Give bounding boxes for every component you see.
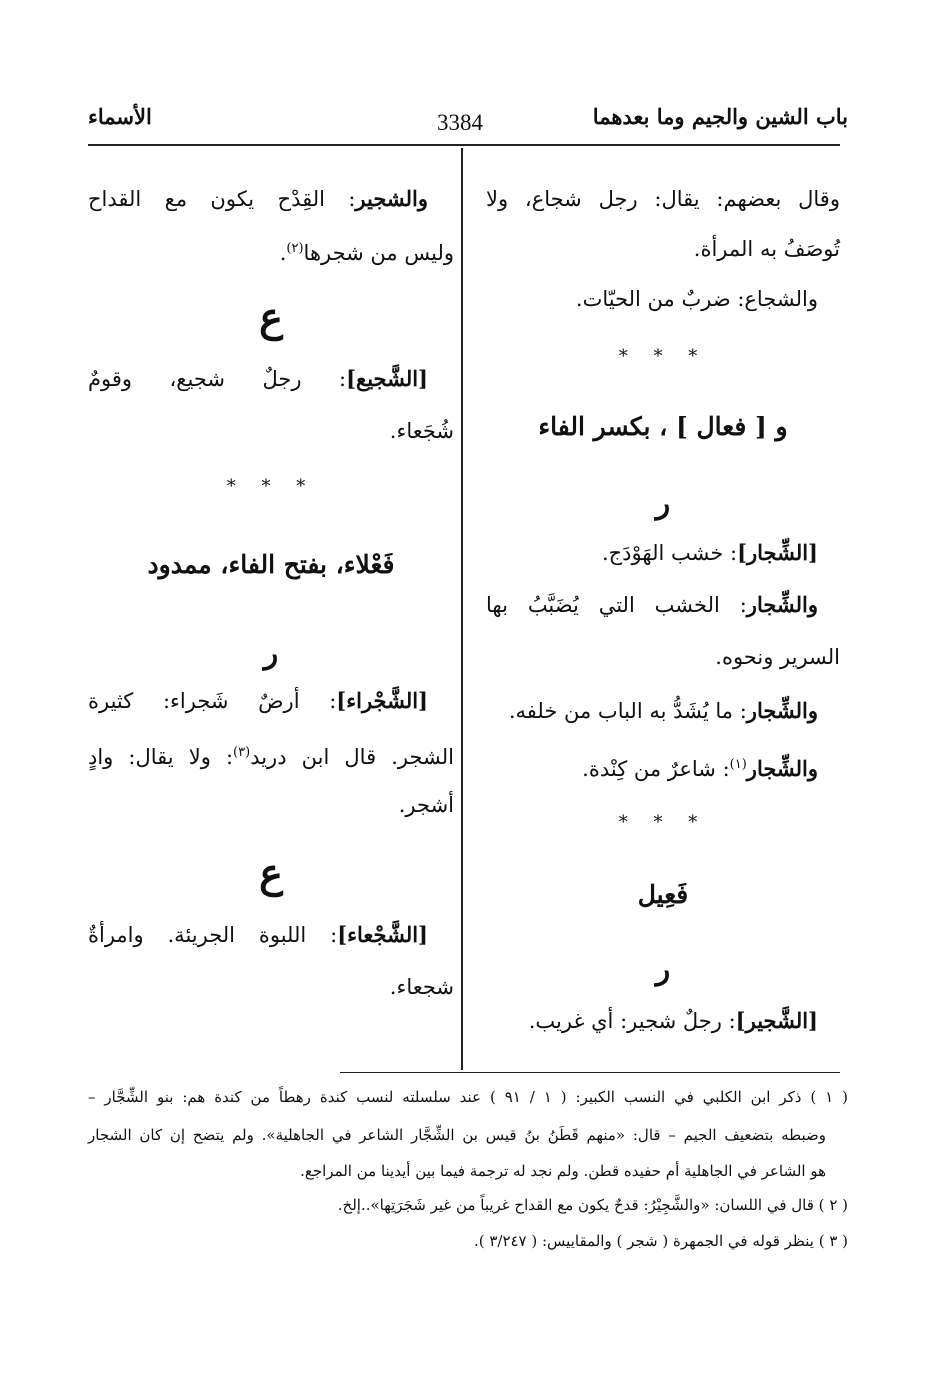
entry-line: شُجَعاء. <box>389 419 454 443</box>
section-divider: * * * <box>618 812 708 833</box>
paragraph-line: والشجاع: ضربٌ من الحيّات. <box>575 287 818 311</box>
entry-line: أشجر. <box>398 793 454 817</box>
entry-line: شجعاء. <box>389 975 454 999</box>
footnote-1-line: هو الشاعر في الجاهلية أم حفيده قطن. ولم نجد له ترجمة فيما بين أيدينا من المراجع. <box>300 1162 826 1180</box>
entry-definition: : ما يُشَدُّ به الباب من خلفه. <box>508 699 747 723</box>
section-heading: فَعِيل <box>637 880 689 909</box>
entry-term: [الشِّجار] <box>737 540 818 565</box>
entry-line: الشجر. قال ابن دريد$^{(٣)}$: ولا يقال: وادٍ <box>88 745 455 769</box>
entry-definition: : شاعرٌ من كِنْدة. <box>582 757 730 781</box>
entry-definition: : اللبوة الجريئة. وامرأةٌ <box>88 923 338 947</box>
entry-term: والشِّجار <box>746 698 818 723</box>
entry-term: والشِّجار <box>746 756 818 781</box>
entry-term: [الشَّجْراء] <box>336 688 428 713</box>
entry-term: [الشَّجيع] <box>346 366 428 391</box>
root-letter: ر <box>263 636 279 671</box>
entry-line <box>529 1006 818 1036</box>
footnote-rule <box>340 1072 840 1073</box>
root-letter: ر <box>655 486 671 521</box>
section-divider: * * * <box>226 476 316 497</box>
entry-line <box>582 750 818 784</box>
paragraph-line: وقال بعضهم: يقال: رجل شجاع، ولا <box>486 187 840 211</box>
entry-term: [الشَّجير] <box>735 1008 818 1033</box>
column-separator <box>461 148 463 1070</box>
footnote-ref: (٣) <box>233 745 251 760</box>
entry-term: [الشَّجْعاء] <box>337 922 428 947</box>
entry-term: والشجير <box>355 186 428 211</box>
section-heading: و [ فعال ] ، بكسر الفاء <box>538 412 788 441</box>
paragraph-line: تُوصَفُ به المرأة. <box>693 237 840 261</box>
footnote-ref: (٢) <box>286 241 304 256</box>
entry-term: والشِّجار <box>746 592 818 617</box>
entry-definition: : أرضٌ شَجراء: كثيرة <box>88 689 337 713</box>
entry-line <box>486 590 818 620</box>
footnote-1-line: ( ١ ) ذكر ابن الكلبي في النسب الكبير: ( ١ / ٩١ ) عند سلسلته لنسب كندة رهطاً من كندة هم: بنو الشِّجَّار – <box>88 1088 849 1106</box>
running-head-right: باب الشين والجيم وما بعدهما <box>592 104 848 129</box>
entry-definition: : الخشب التي يُضَبَّبُ بها <box>486 593 747 617</box>
header-rule <box>88 144 840 146</box>
entry-line <box>509 696 818 726</box>
entry-definition: : رجلٌ شجيع، وقومٌ <box>88 367 347 391</box>
entry-line <box>602 538 818 568</box>
footnote-ref: (١) <box>729 757 747 772</box>
entry-definition: : رجلٌ شجير: أي غريب. <box>528 1009 736 1033</box>
entry-line <box>88 364 428 394</box>
entry-definition: : القِدْح يكون مع القداح <box>88 187 356 211</box>
entry-line <box>88 686 428 716</box>
root-letter: ع <box>259 850 283 897</box>
entry-definition: : خشب الهَوْدَج. <box>601 541 738 565</box>
section-divider: * * * <box>618 346 708 367</box>
entry-line: وليس من شجرها$^{(٢)}$. <box>279 241 454 265</box>
section-heading: فَعْلاء، بفتح الفاء، ممدود <box>147 550 395 579</box>
footnote-2: ( ٢ ) قال في اللسان: «والشَّجِيْرُ: قدحٌ يكون مع القداح غريباً من غير شَجَرَتِها»..إلخ. <box>337 1196 848 1214</box>
running-head-left: الأسماء <box>88 104 152 129</box>
footnote-3: ( ٣ ) ينظر قوله في الجمهرة ( شجر ) والمقاييس: ( ٣/٢٤٧ ). <box>473 1232 848 1250</box>
entry-line <box>88 184 428 214</box>
entry-line <box>88 920 428 950</box>
footnote-1-line: وضبطه بتضعيف الجيم – قال: «منهم قَطَنُ بنُ قيس بن الشِّجَّار الشاعر في الجاهلية». ولم يتضح إن كان الشجار <box>88 1126 826 1144</box>
root-letter: ع <box>259 294 283 341</box>
entry-line: السرير ونحوه. <box>715 645 840 669</box>
root-letter: ر <box>655 952 671 987</box>
page-number: 3384 <box>437 110 483 135</box>
